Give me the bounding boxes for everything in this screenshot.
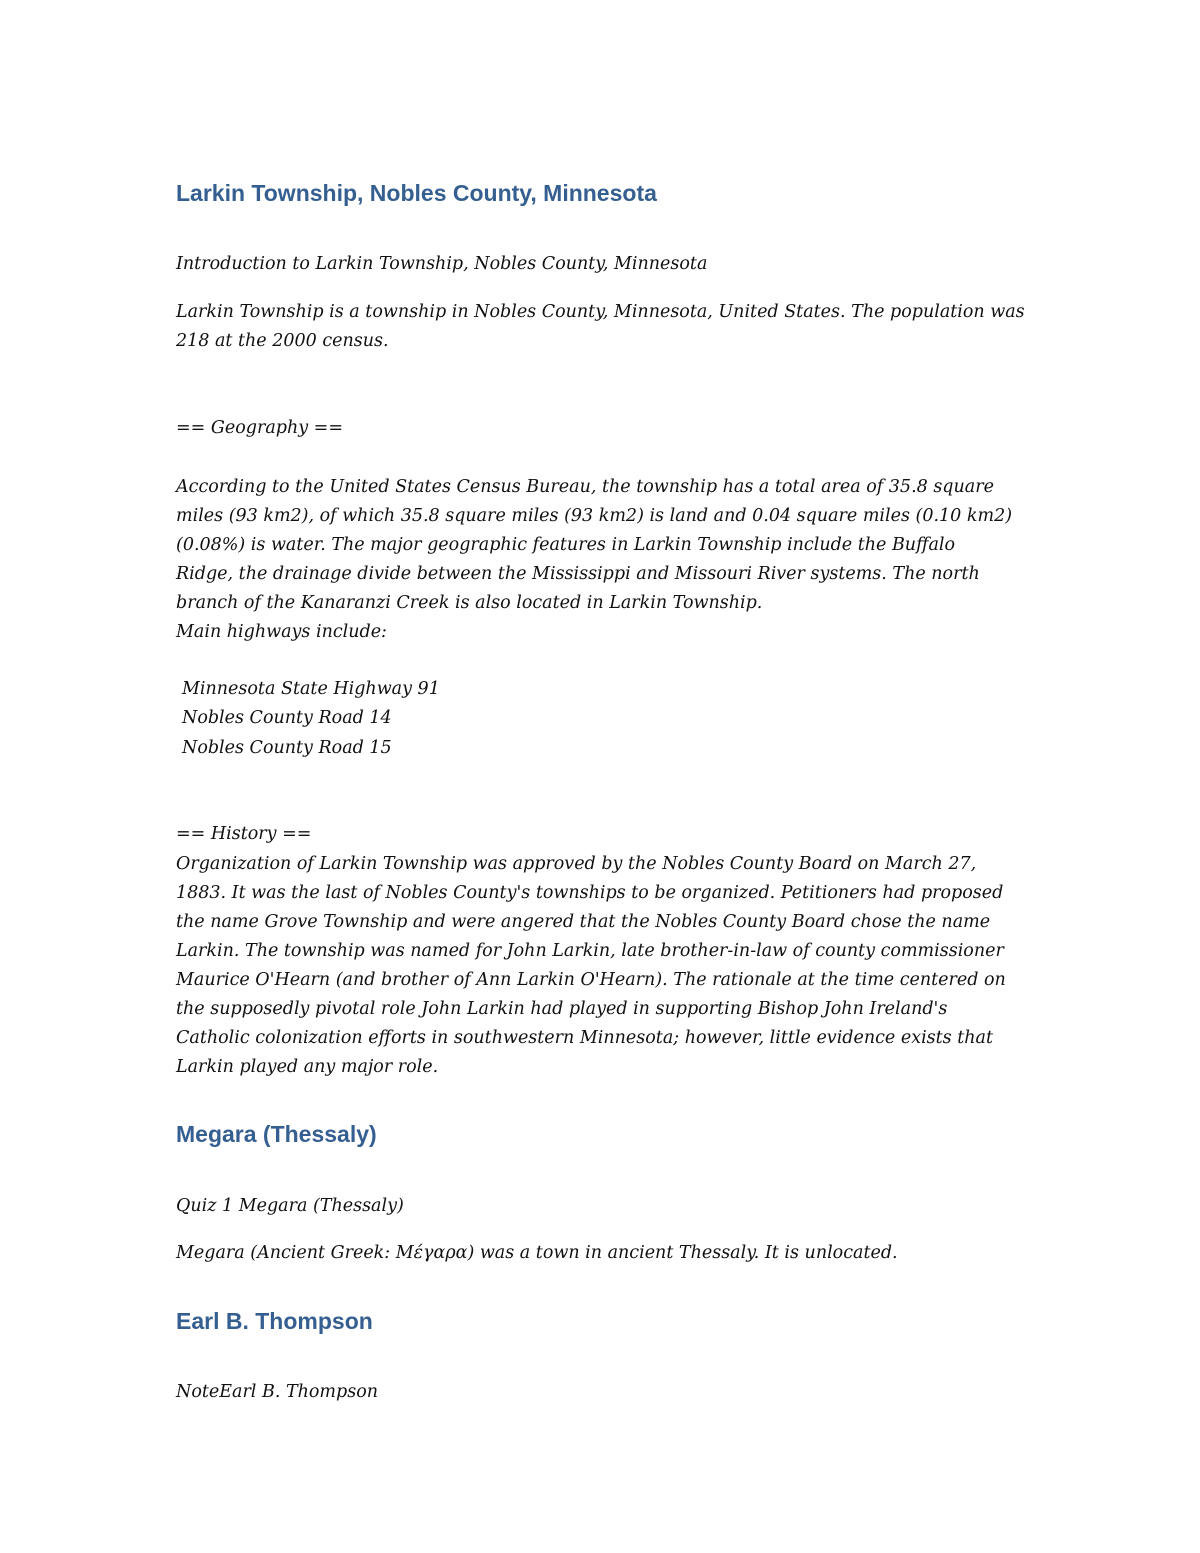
section-heading-megara: Megara (Thessaly) — [176, 1121, 377, 1147]
larkin-summary-paragraph: Larkin Township is a township in Nobles County, Minnesota, United States. The population was 218 at the 2000 census. — [176, 302, 1025, 351]
highway-list-item: Nobles County Road 14 — [182, 708, 392, 728]
section-heading-larkin-township: Larkin Township, Nobles County, Minnesota — [176, 180, 657, 206]
history-heading: == History == — [176, 824, 312, 844]
geography-paragraph: According to the United States Census Bureau, the township has a total area of 35.8 square miles (93 km2), of which 35.8 square miles (93 km2) is land and 0.04 square miles (0.10 km2) (0.08%) is water. The major geographic features in Larkin Township include the Buffalo Ridge, the drainage divide between the Mississippi and Missouri River systems. The north branch of the Kanaranzi Creek is also located in Larkin Township. Main highways include: — [176, 477, 1013, 642]
geography-heading: == Geography == — [176, 418, 344, 438]
larkin-intro-line: Introduction to Larkin Township, Nobles County, Minnesota — [176, 254, 708, 274]
highway-list-item: Nobles County Road 15 — [182, 738, 392, 758]
history-paragraph: Organization of Larkin Township was approved by the Nobles County Board on March 27, 1883. It was the last of Nobles County's townships to be organized. Petitioners had proposed the name Grove Township and were angered that the Nobles County Board chose the name Larkin. The township was named for John Larkin, late brother-in-law of county commissioner Maurice O'Hearn (and brother of Ann Larkin O'Hearn). The rationale at the time centered on the supposedly pivotal role John Larkin had played in supporting Bishop John Ireland's Catholic colonization efforts in southwestern Minnesota; however, little evidence exists that Larkin played any major role. — [176, 854, 1006, 1077]
highway-list-item: Minnesota State Highway 91 — [182, 679, 440, 699]
section-heading-earl-thompson: Earl B. Thompson — [176, 1308, 373, 1334]
megara-intro-line: Quiz 1 Megara (Thessaly) — [176, 1196, 404, 1216]
earl-thompson-intro-line: NoteEarl B. Thompson — [176, 1382, 379, 1402]
document-page — [176, 0, 1026, 1553]
megara-summary-paragraph: Megara (Ancient Greek: Μέγαρα) was a town in ancient Thessaly. It is unlocated. — [176, 1243, 898, 1263]
